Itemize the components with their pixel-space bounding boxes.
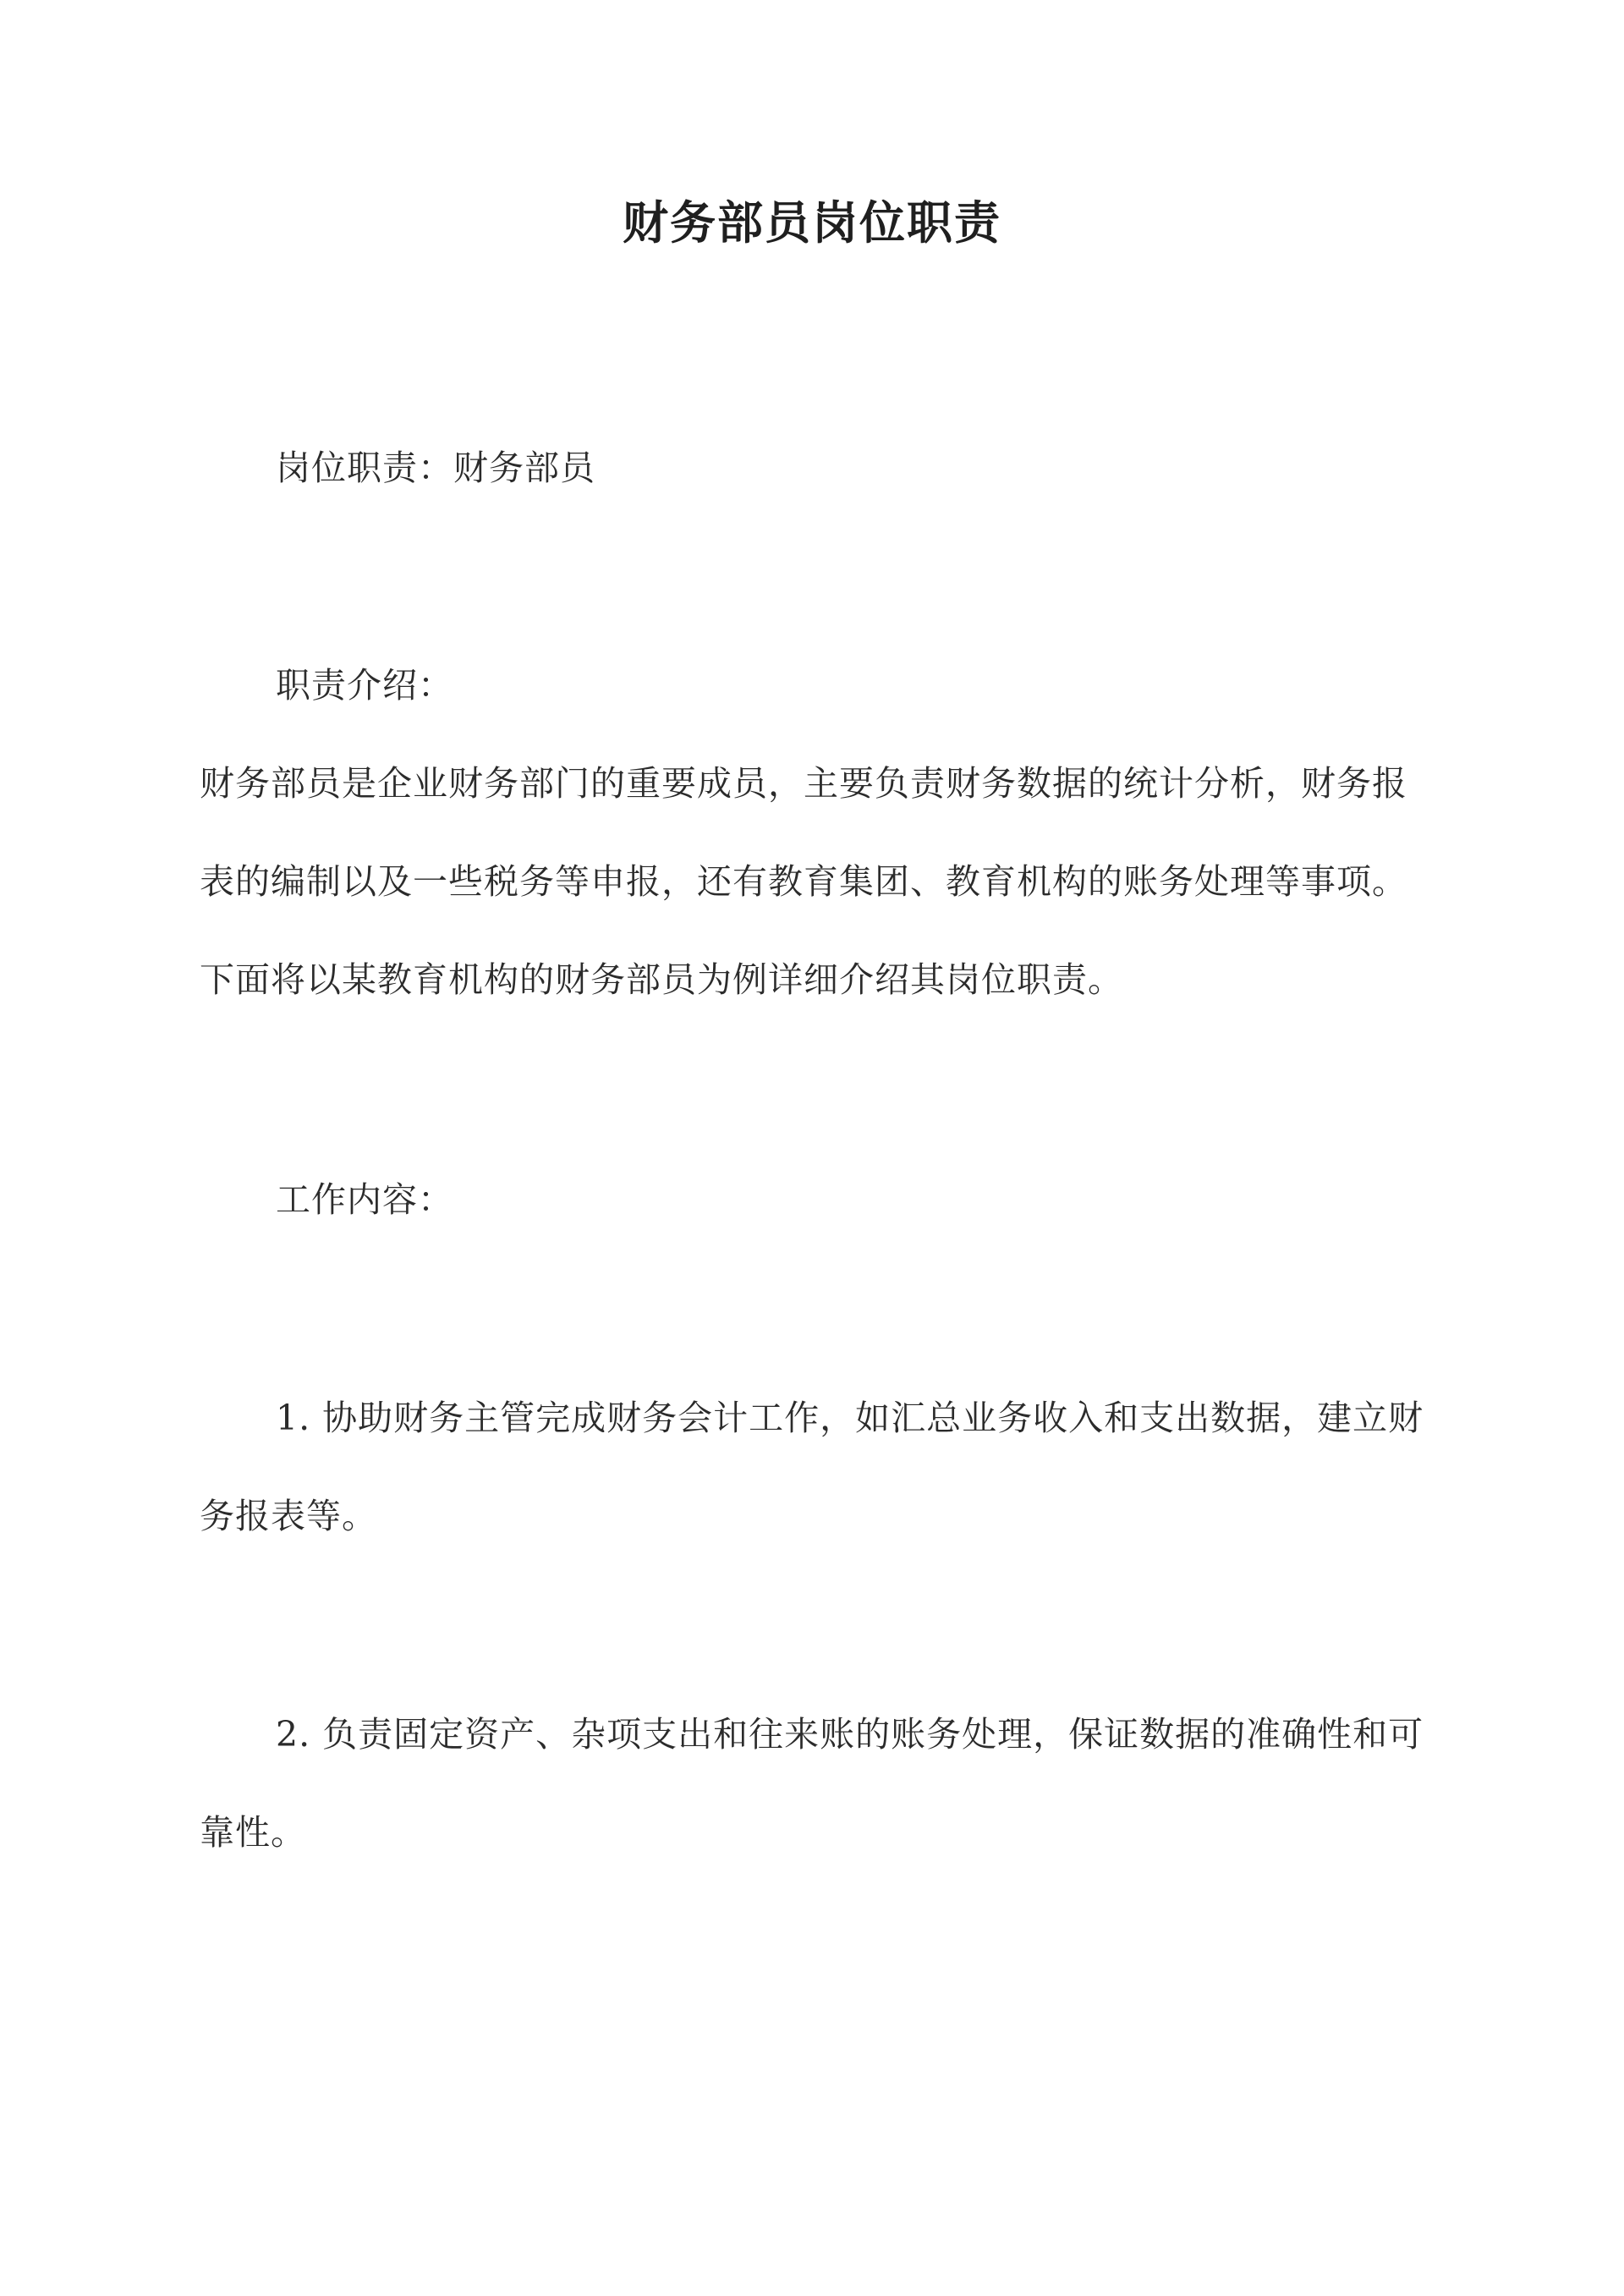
document-title: 财务部员岗位职责 — [623, 195, 1001, 250]
intro-body: 财务部员是企业财务部门的重要成员，主要负责财务数据的统计分析，财务报表的编制以及一些税务等申报，还有教育集团、教育机构的账务处理等事项。下面将以某教育机构的财务部员为例详细介绍其岗位职责。 — [200, 763, 1407, 1000]
work-heading: 工作内容： — [276, 1179, 453, 1220]
work-item-1: 1. 协助财务主管完成财务会计工作，如汇总业务收入和支出数据，建立财务报表等。 — [200, 1398, 1424, 1536]
work-item-2: 2. 负责固定资产、杂项支出和往来账的账务处理，保证数据的准确性和可靠性。 — [200, 1714, 1424, 1853]
position-line: 岗位职责：财务部员 — [276, 448, 595, 488]
intro-heading: 职责介绍： — [276, 665, 453, 706]
